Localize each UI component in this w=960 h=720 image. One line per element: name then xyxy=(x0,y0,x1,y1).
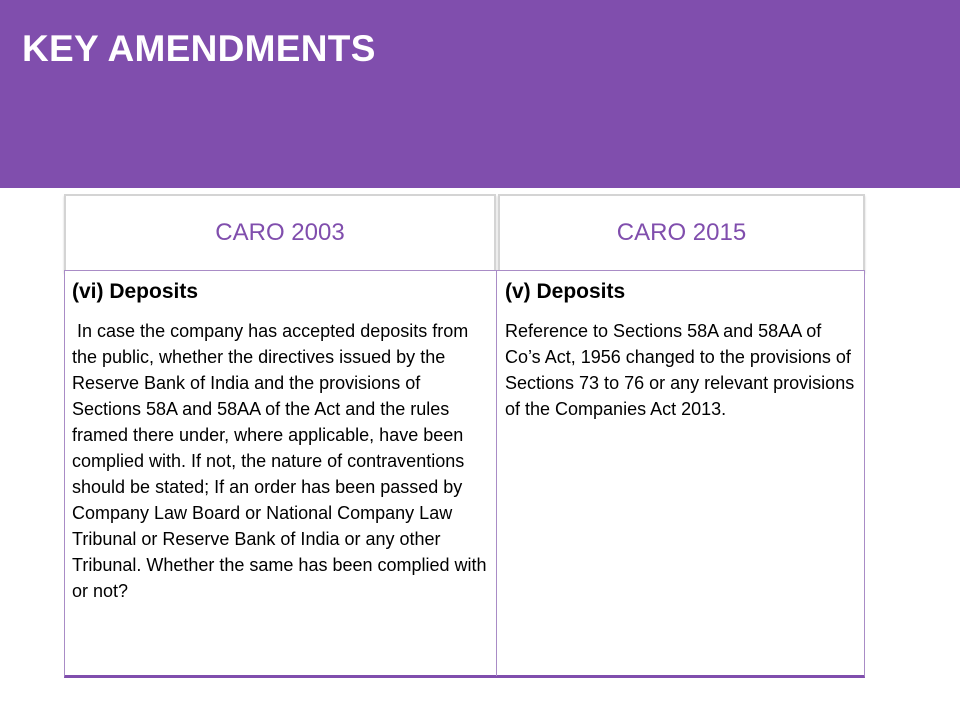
table-row-heading xyxy=(64,270,865,314)
header-caro-2015: CARO 2015 xyxy=(498,194,865,272)
comparison-header xyxy=(64,194,865,272)
left-heading: (vi) Deposits xyxy=(72,280,199,303)
title-banner xyxy=(0,0,960,188)
table-row-body xyxy=(64,313,865,678)
right-body-text: Reference to Sections 58A and 58AA of Co’s Act, 1956 changed to the provisions of Sections 73 to 76 or any relevant provisions of the Companies Act 2013. xyxy=(505,321,855,419)
column-divider xyxy=(496,270,497,676)
right-heading: (v) Deposits xyxy=(505,280,626,303)
comparison-table xyxy=(64,270,865,678)
header-caro-2003: CARO 2003 xyxy=(64,194,496,272)
slide-title: KEY AMENDMENTS xyxy=(22,28,376,69)
left-body-text: In case the company has accepted deposits from the public, whether the directives issued by the Reserve Bank of India and the provisions of Sections 58A and 58AA of the Act and the rules framed there under, where applicable, have been complied with. If not, the nature of contraventions should be stated; If an order has been passed by Company Law Board or National Company Law Tribunal or Reserve Bank of India or any other Tribunal. Whether the same has been complied with or not? xyxy=(72,321,492,601)
